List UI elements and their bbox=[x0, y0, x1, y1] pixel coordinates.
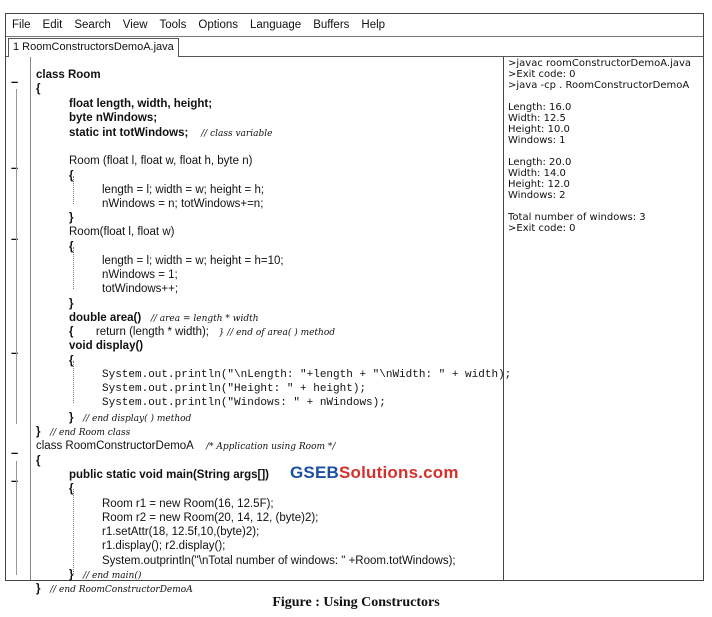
output-line: Width: 12.5 bbox=[508, 113, 566, 124]
menu-help[interactable]: Help bbox=[361, 19, 386, 31]
code-area-method: double area() bbox=[69, 312, 142, 324]
output-line: Total number of windows: 3 bbox=[508, 212, 646, 223]
code-brace: } bbox=[69, 212, 74, 224]
code-assign: length = l; width = w; height = h; bbox=[102, 184, 265, 196]
output-line: Height: 10.0 bbox=[508, 124, 570, 135]
indent-guide bbox=[73, 489, 74, 574]
code-brace: { bbox=[36, 455, 41, 467]
watermark-solutions: Solutions.com bbox=[338, 463, 459, 482]
code-fields: float length, width, height; bbox=[69, 98, 213, 110]
fold-line bbox=[16, 461, 17, 575]
code-brace: { bbox=[36, 83, 41, 95]
watermark-gseb: GSEB bbox=[290, 463, 339, 482]
code-brace: } bbox=[69, 569, 74, 581]
code-brace: { bbox=[69, 483, 74, 495]
tab-bar bbox=[6, 36, 703, 57]
output-line: >Exit code: 0 bbox=[508, 69, 576, 80]
code-brace: { bbox=[69, 170, 74, 182]
code-println: System.out.println("Height: " + height); bbox=[102, 383, 367, 395]
fold-marker[interactable]: – bbox=[11, 74, 19, 89]
output-pane[interactable] bbox=[505, 57, 703, 580]
output-line: Height: 12.0 bbox=[508, 179, 570, 190]
menu-file[interactable]: File bbox=[12, 19, 31, 31]
menu-tools[interactable]: Tools bbox=[159, 19, 187, 31]
figure-caption: Figure : Using Constructors bbox=[272, 595, 440, 610]
code-constructor-4: Room (float l, float w, float h, byte n) bbox=[69, 155, 253, 167]
code-assign: nWindows = n; totWindows+=n; bbox=[102, 198, 264, 210]
output-line: Windows: 1 bbox=[508, 135, 566, 146]
code-comment: // end Room class bbox=[50, 428, 131, 438]
output-line: >Exit code: 0 bbox=[508, 223, 576, 234]
tab-roomconstructorsdemoa[interactable]: 1 RoomConstructorsDemoA.java bbox=[8, 38, 179, 57]
watermark bbox=[290, 463, 459, 483]
menu-edit[interactable]: Edit bbox=[42, 19, 63, 31]
fold-marker[interactable]: – bbox=[11, 473, 19, 488]
code-comment: // end RoomConstructorDemoA bbox=[50, 585, 193, 595]
code-total-println: System.outprintln("\nTotal number of windows: " +Room.totWindows); bbox=[102, 555, 456, 567]
code-display-method: void display() bbox=[69, 340, 144, 352]
fold-gutter bbox=[6, 57, 31, 580]
code-brace: { bbox=[69, 241, 74, 253]
code-increment: totWindows++; bbox=[102, 283, 179, 295]
fold-marker[interactable]: – bbox=[11, 231, 19, 246]
code-brace: } bbox=[36, 583, 41, 595]
menu-bar bbox=[6, 14, 703, 37]
menu-view[interactable]: View bbox=[122, 19, 148, 31]
output-line: Length: 20.0 bbox=[508, 157, 572, 168]
code-nwindows-field: byte nWindows; bbox=[69, 112, 158, 124]
code-comment: // end main() bbox=[83, 571, 142, 581]
code-comment: // area = length * width bbox=[150, 314, 259, 324]
output-line: Length: 16.0 bbox=[508, 102, 572, 113]
code-assign: length = l; width = w; height = h=10; bbox=[102, 255, 284, 267]
code-brace: { bbox=[69, 326, 74, 338]
code-display-calls: r1.display(); r2.display(); bbox=[102, 540, 226, 552]
output-line: Width: 14.0 bbox=[508, 168, 566, 179]
fold-marker[interactable]: – bbox=[11, 160, 19, 175]
menu-options[interactable]: Options bbox=[198, 19, 239, 31]
code-brace: } bbox=[69, 412, 74, 424]
code-brace: { bbox=[69, 355, 74, 367]
code-brace: } bbox=[69, 298, 74, 310]
code-comment: // end display( ) method bbox=[83, 414, 192, 424]
editor-window bbox=[5, 13, 704, 595]
output-line: Windows: 2 bbox=[508, 190, 566, 201]
menu-search[interactable]: Search bbox=[74, 19, 111, 31]
output-line: >javac roomConstructorDemoA.java bbox=[508, 58, 692, 69]
code-class-room: class Room bbox=[36, 69, 101, 81]
output-line: >java -cp . RoomConstructorDemoA bbox=[508, 80, 690, 91]
code-constructor-2: Room(float l, float w) bbox=[69, 226, 175, 238]
code-new-room: Room r2 = new Room(20, 14, 12, (byte)2); bbox=[102, 512, 319, 524]
menu-buffers[interactable]: Buffers bbox=[313, 19, 350, 31]
fold-marker[interactable]: – bbox=[11, 345, 19, 360]
code-new-room: Room r1 = new Room(16, 12.5F); bbox=[102, 498, 274, 510]
code-println: System.out.println("Windows: " + nWindows); bbox=[102, 397, 386, 409]
code-println: System.out.println("\nLength: "+length + "\nWidth: " + width); bbox=[102, 369, 512, 381]
code-static-field: static int totWindows; bbox=[69, 127, 189, 139]
menu-language[interactable]: Language bbox=[250, 19, 302, 31]
code-setattr: r1.setAttr(18, 12.5f,10,(byte)2); bbox=[102, 526, 260, 538]
code-brace: } bbox=[36, 426, 41, 438]
code-assign: nWindows = 1; bbox=[102, 269, 178, 281]
code-return: return (length * width); bbox=[95, 326, 209, 338]
code-comment: // class variable bbox=[201, 129, 273, 139]
code-comment: /* Application using Room */ bbox=[206, 442, 336, 452]
fold-line bbox=[16, 89, 17, 424]
code-main-method: public static void main(String args[]) bbox=[69, 469, 269, 481]
code-class-demo: class RoomConstructorDemoA bbox=[36, 440, 194, 452]
fold-marker[interactable]: – bbox=[11, 445, 19, 460]
code-comment: } // end of area( ) method bbox=[218, 328, 336, 338]
code-editor[interactable] bbox=[6, 57, 512, 595]
